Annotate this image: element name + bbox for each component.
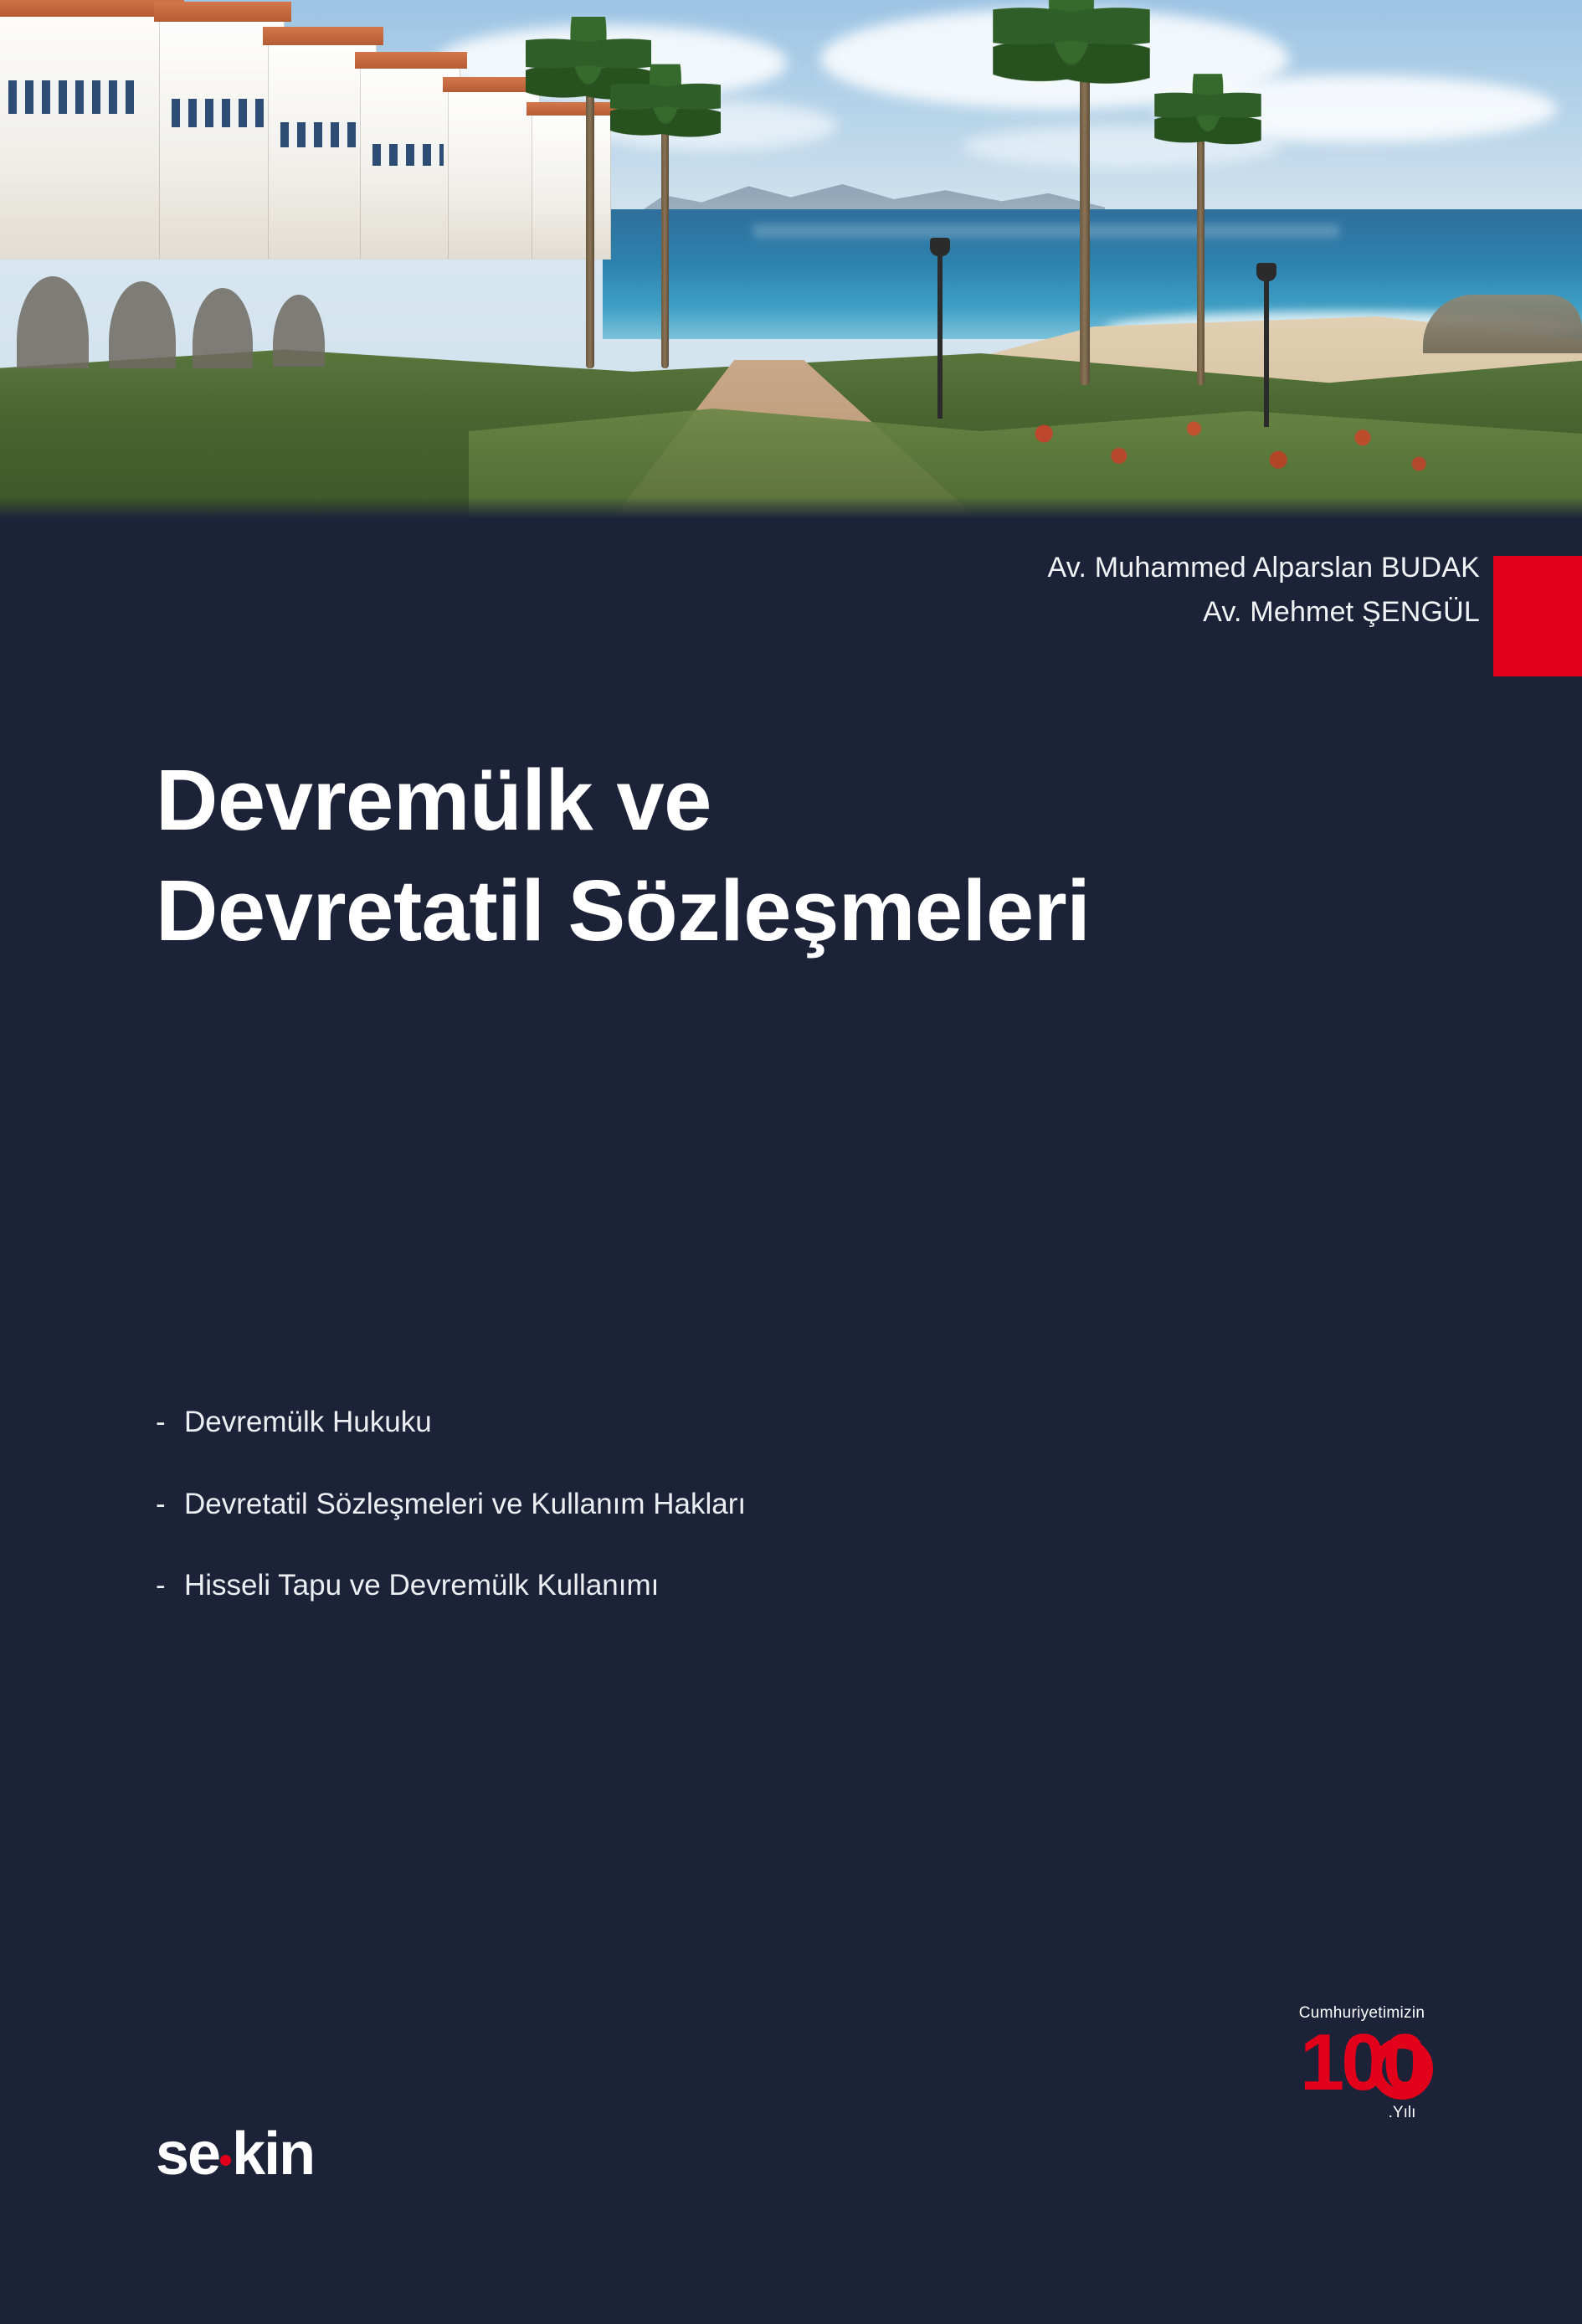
list-item bbox=[156, 1403, 1244, 1442]
author-list bbox=[1048, 546, 1480, 634]
bullet-marker: - bbox=[156, 1569, 166, 1602]
street-lamp bbox=[1264, 276, 1269, 427]
cover-photo bbox=[0, 0, 1582, 519]
palm-crown bbox=[993, 0, 1150, 95]
author-name: Av. Mehmet ŞENGÜL bbox=[1203, 595, 1480, 628]
anniversary-top-text: Cumhuriyetimizin bbox=[1298, 2004, 1425, 2022]
bullet-marker: - bbox=[156, 1487, 166, 1520]
book-title bbox=[156, 745, 1461, 966]
publisher-logo bbox=[156, 2120, 314, 2188]
list-item-label: Devremülk Hukuku bbox=[184, 1406, 432, 1438]
anniversary-logo bbox=[1266, 2004, 1458, 2138]
list-item-label: Hisseli Tapu ve Devremülk Kullanımı bbox=[184, 1569, 660, 1602]
sea-reflection bbox=[753, 224, 1339, 238]
publisher-name-part2: kin bbox=[232, 2121, 315, 2188]
photo-bottom-fade bbox=[0, 497, 1582, 519]
list-item bbox=[156, 1566, 1244, 1605]
anniversary-bottom-text: .Yılı bbox=[1388, 2104, 1416, 2122]
topic-list bbox=[156, 1403, 1244, 1648]
anniversary-ring bbox=[1371, 2038, 1433, 2100]
palm-crown bbox=[1154, 74, 1261, 152]
publisher-dot bbox=[220, 2155, 231, 2166]
palm-crown bbox=[610, 64, 721, 146]
publisher-name-part1: se bbox=[156, 2121, 220, 2188]
bullet-marker: - bbox=[156, 1406, 166, 1438]
list-item bbox=[156, 1485, 1244, 1524]
list-item-label: Devretatil Sözleşmeleri ve Kullanım Hakları bbox=[184, 1487, 747, 1520]
title-line-2: Devretatil Sözleşmeleri bbox=[156, 861, 1091, 959]
anniversary-number: 100 bbox=[1299, 2018, 1425, 2107]
red-accent-square bbox=[1493, 556, 1582, 676]
coastal-rocks bbox=[1423, 295, 1582, 353]
title-line-1: Devremülk ve bbox=[156, 752, 711, 848]
flower-bed bbox=[988, 393, 1456, 494]
author-name: Av. Muhammed Alparslan BUDAK bbox=[1047, 552, 1480, 584]
street-lamp bbox=[937, 251, 943, 419]
